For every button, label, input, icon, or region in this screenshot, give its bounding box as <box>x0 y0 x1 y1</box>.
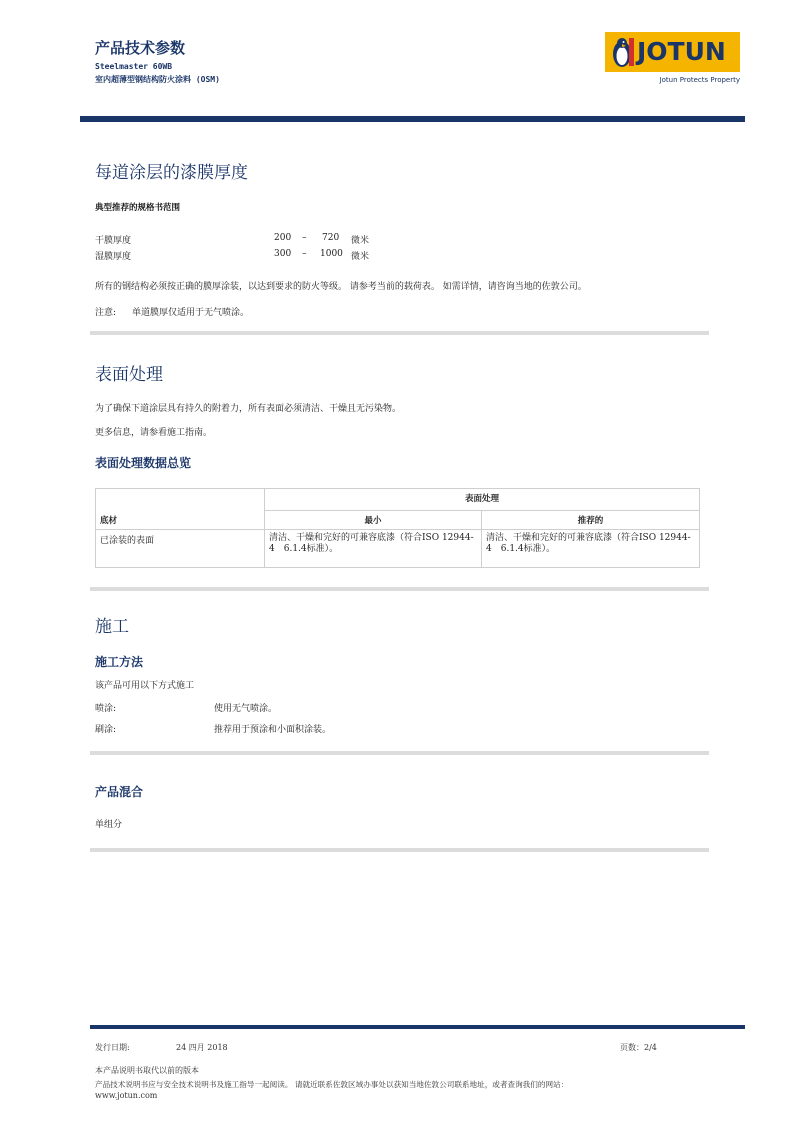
film-note: 所有的钢结构必须按正确的膜厚涂装，以达到要求的防火等级。 请参考当前的载荷表。 如需详情，请咨询当地的佐敦公司。 <box>95 282 587 292</box>
wft-unit: 微米 <box>351 252 370 262</box>
wft-label: 湿膜厚度 <box>95 252 132 262</box>
wft-min: 300 <box>274 249 292 259</box>
application-method-heading: 施工方法 <box>95 655 144 669</box>
issue-date: 24 四月 2018 <box>176 1043 228 1052</box>
section-separator <box>90 331 709 335</box>
row-substrate: 已涂装的表面 <box>96 530 265 568</box>
table-corner-cell <box>96 489 265 511</box>
table-header-min: 最小 <box>265 511 482 530</box>
method-spray-text: 使用无气喷涂。 <box>214 704 278 714</box>
product-description: 室内超薄型钢结构防火涂料 (OSM) <box>95 75 220 84</box>
method-brush-text: 推荐用于预涂和小面积涂装。 <box>214 725 332 735</box>
surface-table-heading: 表面处理数据总览 <box>95 456 192 470</box>
dft-min: 200 <box>274 233 292 243</box>
mixing-heading: 产品混合 <box>95 785 144 799</box>
table-group-header: 表面处理 <box>265 489 700 511</box>
spec-range-heading: 典型推荐的规格书范围 <box>95 203 181 213</box>
dft-label: 干膜厚度 <box>95 236 132 246</box>
dft-dash: – <box>302 233 307 243</box>
application-intro: 该产品可用以下方式施工 <box>95 681 195 691</box>
wft-max: 1000 <box>320 249 343 259</box>
document-title: 产品技术参数 <box>95 39 186 57</box>
section-separator <box>90 848 709 852</box>
section-separator <box>90 751 709 755</box>
footer-disclaimer: 产品技术说明书应与安全技术说明书及施工指导一起阅读。 请就近联系佐敦区域办事处以获知当地佐敦公司联系地址，或者查询我们的网站： <box>95 1080 569 1089</box>
jotun-logo <box>605 32 740 88</box>
method-brush-label: 刷涂: <box>95 725 117 735</box>
dft-max: 720 <box>322 233 340 243</box>
surface-para-2: 更多信息，请参看施工指南。 <box>95 428 213 438</box>
table-header-recommended: 推荐的 <box>482 511 700 530</box>
logo-badge <box>605 32 740 72</box>
film-note2-text: 单道膜厚仅适用于无气喷涂。 <box>132 308 250 318</box>
page-number: 页数：2/4 <box>620 1043 657 1052</box>
surface-para-1: 为了确保下道涂层具有持久的附着力，所有表面必须清洁、干燥且无污染物。 <box>95 404 402 414</box>
issue-date-label: 发行日期: <box>95 1043 130 1052</box>
header-divider <box>80 116 745 122</box>
product-name: Steelmaster 60WB <box>95 62 173 71</box>
penguin-emblem-icon <box>609 35 635 69</box>
row-recommended: 清洁、干燥和完好的可兼容底漆（符合ISO 12944-4 6.1.4标准）。 <box>482 530 700 568</box>
row-min: 清洁、干燥和完好的可兼容底漆（符合ISO 12944-4 6.1.4标准）。 <box>265 530 482 568</box>
application-heading: 施工 <box>95 617 129 637</box>
table-row <box>96 530 700 568</box>
mixing-text: 单组分 <box>95 820 123 830</box>
section-separator <box>90 587 709 591</box>
footer-website-link[interactable]: www.jotun.com <box>95 1091 158 1100</box>
logo-tagline: Jotun Protects Property <box>659 76 740 84</box>
footer-supersede-note: 本产品说明书取代以前的版本 <box>95 1066 199 1075</box>
film-note2-label: 注意: <box>95 308 117 318</box>
footer-divider <box>90 1025 745 1029</box>
surface-prep-heading: 表面处理 <box>95 365 163 385</box>
film-thickness-heading: 每道涂层的漆膜厚度 <box>95 163 248 183</box>
wft-dash: – <box>302 249 307 259</box>
table-header-substrate: 底材 <box>96 511 265 530</box>
surface-prep-table <box>95 488 700 568</box>
dft-unit: 微米 <box>351 236 370 246</box>
method-spray-label: 喷涂: <box>95 704 117 714</box>
logo-wordmark: JOTUN <box>637 37 726 66</box>
